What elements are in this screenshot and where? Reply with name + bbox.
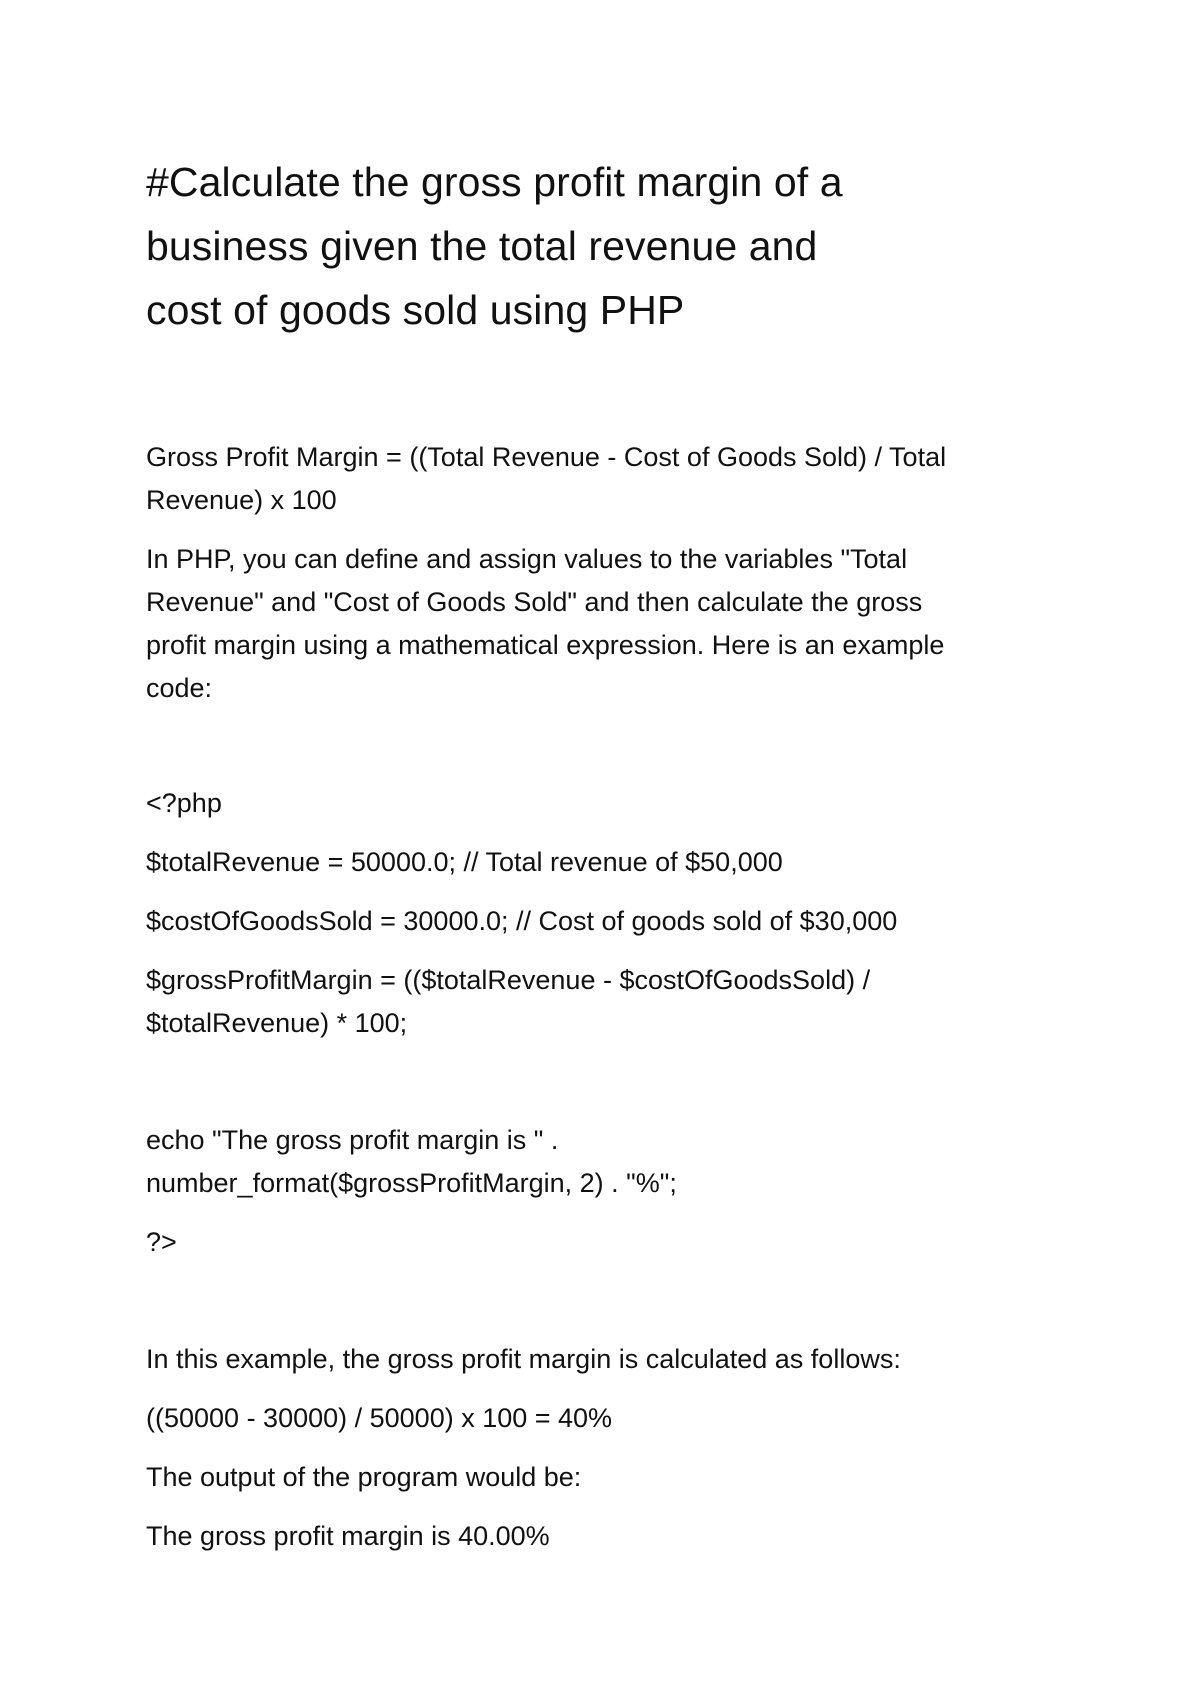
code-cost-of-goods: $costOfGoodsSold = 30000.0; // Cost of goods sold of $30,000 — [146, 906, 898, 936]
intro-line: Revenue" and "Cost of Goods Sold" and then calculate the gross — [146, 587, 923, 617]
explanation-calculation: ((50000 - 30000) / 50000) x 100 = 40% — [146, 1403, 613, 1433]
page-title — [146, 150, 1046, 342]
title-line: cost of goods sold using PHP — [146, 287, 685, 333]
intro-line: In PHP, you can define and assign values to the variables "Total — [146, 544, 908, 574]
title-line: #Calculate the gross profit margin of a — [146, 159, 843, 205]
code-gpm-line: $totalRevenue) * 100; — [146, 1008, 408, 1038]
explanation-intro: In this example, the gross profit margin is calculated as follows: — [146, 1344, 901, 1374]
title-line: business given the total revenue and — [146, 223, 818, 269]
formula-line: Revenue) x 100 — [146, 485, 337, 515]
intro-line: profit margin using a mathematical expression. Here is an example — [146, 630, 945, 660]
code-close-tag: ?> — [146, 1227, 177, 1257]
code-echo-line: number_format($grossProfitMargin, 2) . "%"; — [146, 1168, 677, 1198]
output-value: The gross profit margin is 40.00% — [146, 1521, 550, 1551]
code-gpm-line: $grossProfitMargin = (($totalRevenue - $costOfGoodsSold) / — [146, 965, 871, 995]
code-echo-line: echo "The gross profit margin is " . — [146, 1125, 559, 1155]
intro-line: code: — [146, 673, 213, 703]
code-total-revenue: $totalRevenue = 50000.0; // Total revenue of $50,000 — [146, 847, 783, 877]
output-label: The output of the program would be: — [146, 1462, 582, 1492]
formula-line: Gross Profit Margin = ((Total Revenue - Cost of Goods Sold) / Total — [146, 442, 947, 472]
code-open-tag: <?php — [146, 788, 222, 818]
